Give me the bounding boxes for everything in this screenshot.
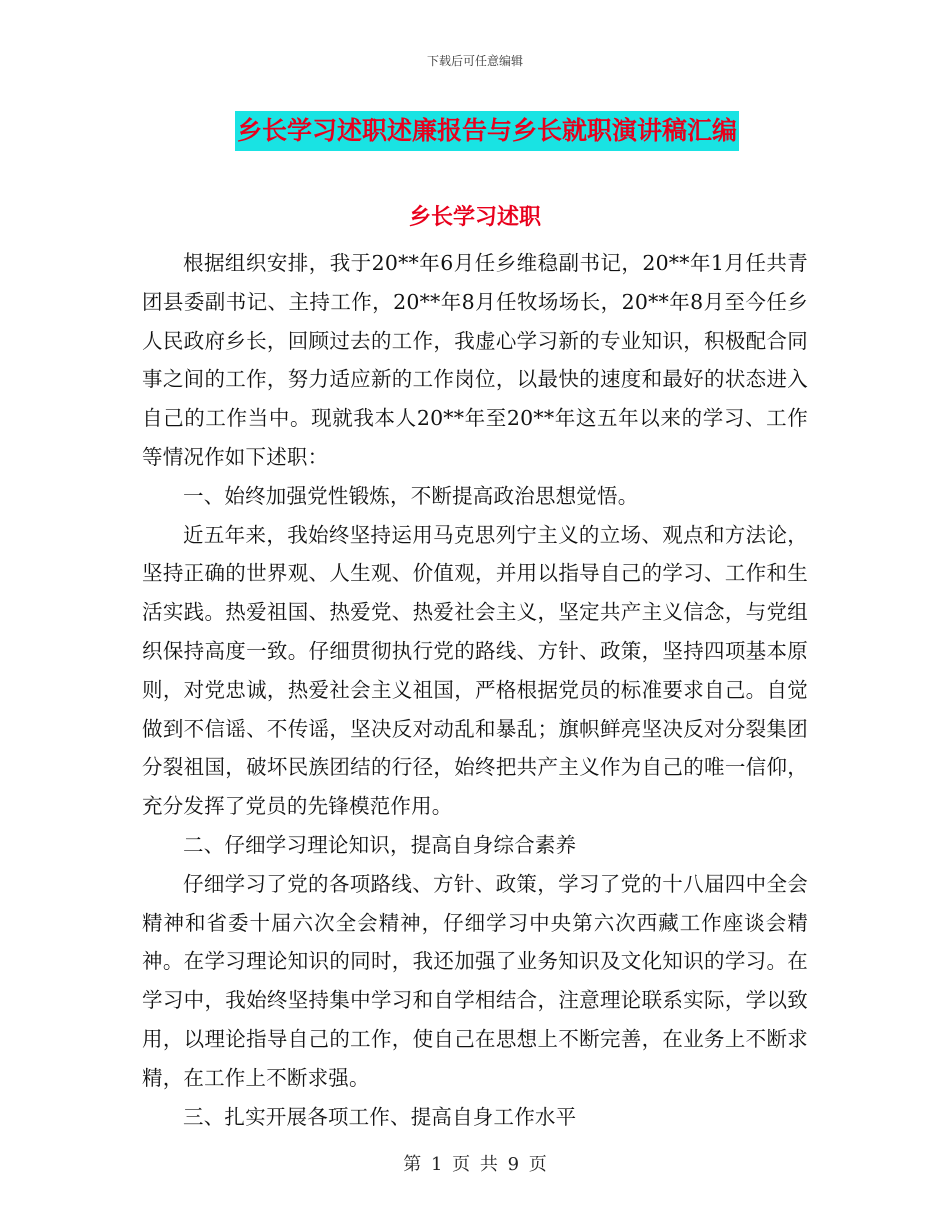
heading-one: 一、始终加强党性锻炼，不断提高政治思想觉悟。 — [183, 483, 639, 508]
page-footer: 第 1 页 共 9 页 — [403, 1154, 547, 1175]
heading-two: 二、仔细学习理论知识，提高自身综合素养 — [183, 832, 577, 857]
section-title: 乡长学习述职 — [408, 205, 541, 230]
document-title — [0, 111, 950, 154]
header-note: 下载后可任意编辑 — [426, 54, 523, 68]
paragraph-intro: 根据组织安排，我于20**年6月任乡维稳副书记，20**年1月任共青团县委副书记、主持工作，20**年8月任牧场场长，20**年8月至今任乡人民政府乡长，回顾过去的工作，我虚心学习新的专业知识，积极配合同事之间的工作，努力适应新的工作岗位，以最快的速度和最好的状态进入自己的工作当中。现就我本人20**年至20**年这五年以来的学习、工作等情况作如下述职： — [142, 251, 808, 469]
heading-three: 三、扎实开展各项工作、提高自身工作水平 — [183, 1104, 577, 1129]
paragraph-one: 近五年来，我始终坚持运用马克思列宁主义的立场、观点和方法论，坚持正确的世界观、人生观、价值观，并用以指导自己的学习、工作和生活实践。热爱祖国、热爱党、热爱社会主义，坚定共产主义信念，与党组织保持高度一致。仔细贯彻执行党的路线、方针、政策，坚持四项基本原则，对党忠诚，热爱社会主义祖国，严格根据党员的标准要求自己。自觉做到不信谣、不传谣，坚决反对动乱和暴乱；旗帜鲜亮坚决反对分裂集团分裂祖国，破坏民族团结的行径，始终把共产主义作为自己的唯一信仰，充分发挥了党员的先锋模范作用。 — [142, 522, 808, 819]
document-title-text: 乡长学习述职述廉报告与乡长就职演讲稿汇编 — [235, 111, 739, 151]
document-body — [142, 244, 808, 1136]
paragraph-two: 仔细学习了党的各项路线、方针、政策，学习了党的十八届四中全会精神和省委十届六次全会精神，仔细学习中央第六次西藏工作座谈会精神。在学习理论知识的同时，我还加强了业务知识及文化知识的学习。在学习中，我始终坚持集中学习和自学相结合，注意理论联系实际，学以致用，以理论指导自己的工作，使自己在思想上不断完善，在业务上不断求精，在工作上不断求强。 — [142, 871, 808, 1090]
